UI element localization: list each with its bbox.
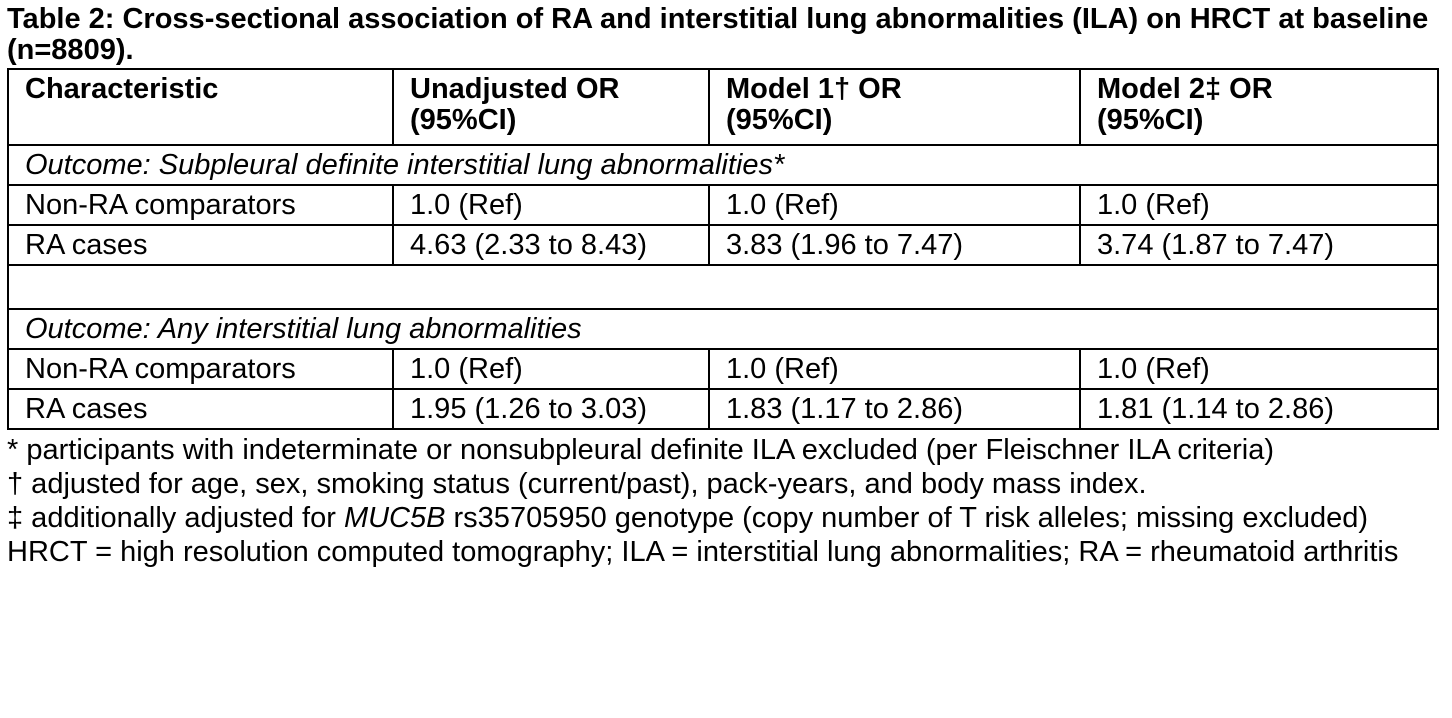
footnotes (7, 433, 1442, 569)
header-unadjusted-or: Unadjusted OR (95%CI) (393, 69, 709, 145)
outcome-row (8, 309, 1438, 349)
outcome-label: Outcome: Subpleural definite interstitial lung abnormalities* (8, 145, 1438, 185)
header-model1-or: Model 1† OR (95%CI) (709, 69, 1080, 145)
gene-name: MUC5B (343, 502, 446, 534)
cell-model1: 1.83 (1.17 to 2.86) (709, 389, 1080, 429)
table-row (8, 349, 1438, 389)
row-label: RA cases (8, 225, 393, 265)
header-model2-or: Model 2‡ OR (95%CI) (1080, 69, 1438, 145)
cell-model1: 1.0 (Ref) (709, 349, 1080, 389)
footnote-double-dagger-suffix: rs35705950 genotype (copy number of T risk alleles; missing excluded) (445, 502, 1369, 534)
row-label: Non-RA comparators (8, 349, 393, 389)
table-caption: Table 2: Cross-sectional association of RA and interstitial lung abnormalities (ILA) on HRCT at baseline (n=8809). (7, 3, 1429, 66)
table-row (8, 185, 1438, 225)
spacer-row (8, 265, 1438, 309)
table-row (8, 389, 1438, 429)
header-characteristic: Characteristic (8, 69, 393, 145)
cell-model1: 3.83 (1.96 to 7.47) (709, 225, 1080, 265)
cell-model2: 1.0 (Ref) (1080, 185, 1438, 225)
header-row (8, 69, 1438, 145)
footnote-double-dagger-prefix: ‡ additionally adjusted for (7, 502, 344, 534)
empty-cell (8, 265, 1438, 309)
cell-model1: 1.0 (Ref) (709, 185, 1080, 225)
outcome-label: Outcome: Any interstitial lung abnormalities (8, 309, 1438, 349)
outcome-row (8, 145, 1438, 185)
row-label: RA cases (8, 389, 393, 429)
cell-unadjusted: 1.0 (Ref) (393, 185, 709, 225)
footnote-asterisk: * participants with indeterminate or nonsubpleural definite ILA excluded (per Fleischner ILA criteria) (7, 434, 1275, 466)
footnote-dagger: † adjusted for age, sex, smoking status (current/past), pack-years, and body mass index. (7, 468, 1147, 500)
cell-unadjusted: 1.0 (Ref) (393, 349, 709, 389)
table-row (8, 225, 1438, 265)
row-label: Non-RA comparators (8, 185, 393, 225)
cell-unadjusted: 4.63 (2.33 to 8.43) (393, 225, 709, 265)
cell-unadjusted: 1.95 (1.26 to 3.03) (393, 389, 709, 429)
cell-model2: 3.74 (1.87 to 7.47) (1080, 225, 1438, 265)
cell-model2: 1.81 (1.14 to 2.86) (1080, 389, 1438, 429)
footnote-abbreviations: HRCT = high resolution computed tomography; ILA = interstitial lung abnormalities; RA = rheumatoid arthritis (7, 536, 1399, 568)
cell-model2: 1.0 (Ref) (1080, 349, 1438, 389)
footnote-double-dagger (7, 501, 1442, 535)
results-table (7, 68, 1439, 430)
